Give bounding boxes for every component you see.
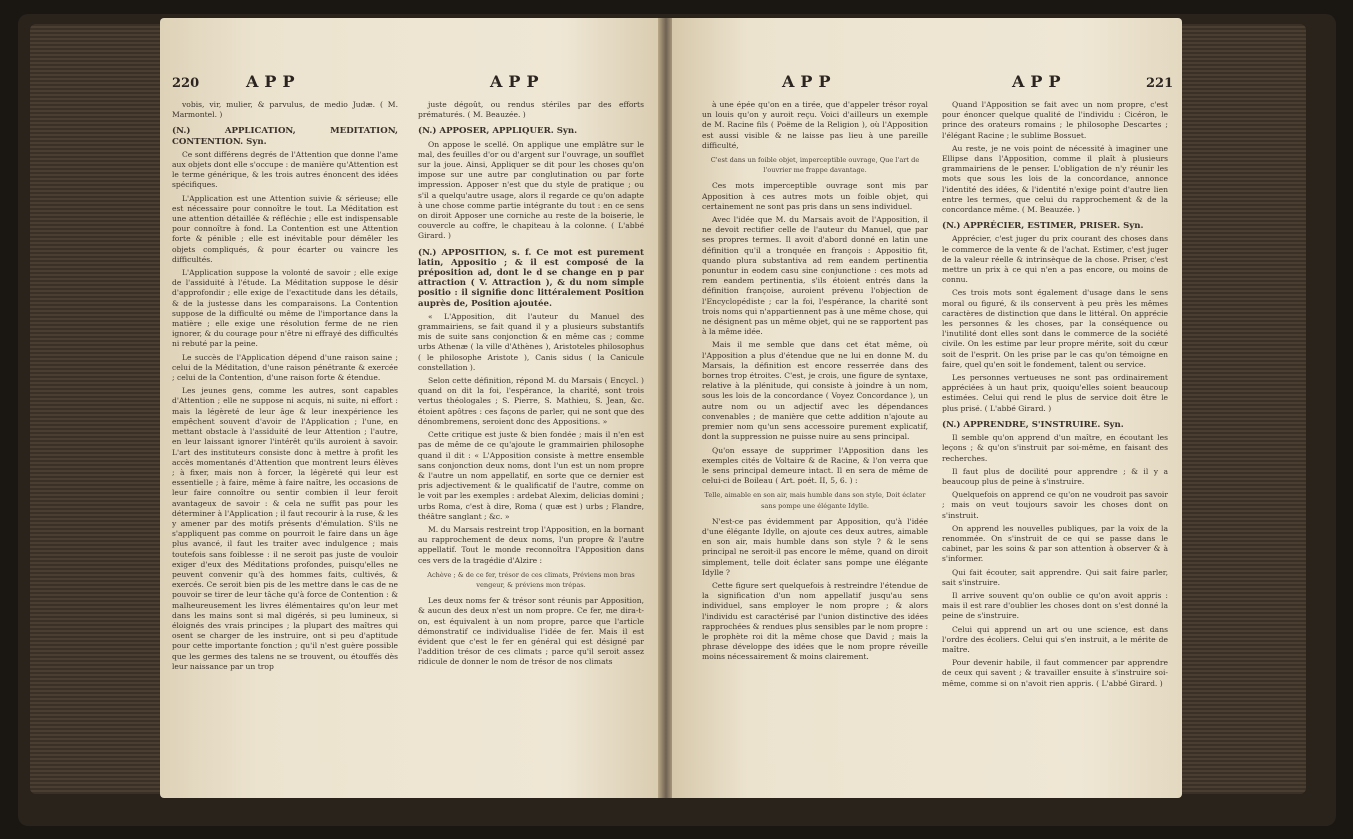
paragraph: Apprécier, c'est juger du prix courant des choses dans le commerce de la vente & de l'achat. Estimer, c'est juger de la valeur réelle & intrinsèque de la chose. Priser, c'est mettre un prix à ce qui n'en a pas encore, ou moins de connu. [942,234,1168,285]
running-header-left-col2: APP [490,72,545,91]
page-number-right: 221 [1146,76,1174,91]
paragraph: Il arrive souvent qu'on oublie ce qu'on avoit appris : mais il est rare d'oublier les choses dont on s'est donné la peine de s'instruire. [942,590,1168,621]
paragraph: On apprend les nouvelles publiques, par la voix de la renommée. On s'instruit de ce qui se passe dans le cabinet, par les soins & par son attention à observer & à s'informer. [942,523,1168,564]
right-column-2 [942,100,1168,790]
verse-quote: Achève ; & de ce fer, trésor de ces climats, Préviens mon bras vengeur, & préviens mon trépas. [427,570,635,589]
entry-heading: (N.) APPLICATION, MEDITATION, CONTENTION. Syn. [172,126,398,147]
paragraph: Avec l'idée que M. du Marsais avoit de l'Apposition, il ne devoit rectifier celle de l'auteur du Manuel, que par ses propres termes. Il avoit d'abord donné en latin une définition qu'il a tronquée en françois : Appositio fit, quando plura substantiva ad rem eandem pertinentia ponuntur in eodem casu sine conjunctione : ces mots ad rem eandem pertinentia, s'ils étoient entrés dans la définition françoise, auroient prévenu l'objection de l'Encyclopédiste ; car la foi, l'espérance, la charité sont trois noms qui n'appartiennent pas à une même chose, qui ne désignent pas un même objet, qui ne se rapportent pas à la même idée. [702,215,928,337]
paragraph: « L'Apposition, dit l'auteur du Manuel des grammairiens, se fait quand il y a plusieurs substantifs mis de suite sans conjonction & en même cas ; comme urbs Athenæ ( la ville d'Athènes ), Aristoteles philosophus ( le philosophe Aristote ), Canis sidus ( la Canicule constellation ). [418,311,644,372]
verse-quote: Telle, aimable en son air, mais humble dans son style, Doit éclater sans pompe une élégante Idylle. [704,491,926,510]
paragraph: Les deux noms fer & trésor sont réunis par Apposition, & aucun des deux n'est un nom propre. Ce fer, me dira-t-on, est équivalent à un nom propre, parce que l'article démonstratif ce individualise l'idée de fer. Mais il est évident que c'est le fer en général qui est désigné par l'addition trésor de ces climats ; parce qu'il seroit assez ridicule de donner le nom de trésor de nos climats [418,596,644,667]
paragraph: Les jeunes gens, comme les autres, sont capables d'Attention ; elle ne suppose ni acquis, ni suite, ni effort : mais la légèreté de leur âge & leur inexpérience les empêchent souvent d'avoir de l'Application ; l'une, en mettant obstacle à l'assiduité de leur Attention ; l'autre, en leur laissant ignorer l'intérêt qu'ils auroient à savoir. L'art des instituteurs consiste donc à mettre à profit les accès momentanés d'Attention que montrent leurs élèves ; à fixer, mais non à forcer, la légèreté qui leur est essentielle ; à faire, même à faire naître, les occasions de leur faire connoître ou sentir combien il leur feroit avantageux de savoir : & cela ne suffit pas pour les déterminer à l'Application ; il faut recourir à la ruse, & les y amener par des motifs présents d'émulation. S'ils ne s'appliquent pas comme on pourroit le faire dans un âge plus avancé, il faut les traiter avec indulgence ; mais toutefois sans foiblesse : il ne seroit pas juste de vouloir exiger d'eux des Méditations profondes, puisqu'elles ne peuvent convenir qu'à des hommes faits, cultivés, & exercés. Ce seroit bien pis de les mettre dans le cas de ne pouvoir se tirer de leur tâche qu'à force de Contention : & malheureusement les livres élémentaires qu'on leur met dans les mains sont si mal digérés, si peu lumineux, si éloignés des vrais principes ; la plupart des maîtres qui osent se charger de les instruire, ont si peu d'aptitude pour cette importante fonction ; qu'il n'est guère possible que les germes des talens ne se trouvent, ou étouffés dès leur naissance par un trop [172,386,398,671]
paragraph: On appose le scellé. On applique une emplâtre sur le mal, des feuilles d'or ou d'argent sur l'ouvrage, un soufflet sur la joue. Ainsi, Appliquer se dit pour les choses qu'on impose sur une autre par conglutination ou par forte impression. Apposer n'est que du style de pratique ; ou s'il a quelqu'autre usage, alors il regarde ce qu'on adapte à une chose comme partie intégrante du tout : en ce sens on diroit Apposer une corniche au reste de la boiserie, le couvercle au coffre, le chapiteau à la colonne. ( L'abbé Girard. ) [418,139,644,241]
paragraph: Cette critique est juste & bien fondée ; mais il n'en est pas de même de ce qu'ajoute le grammairien philosophe quand il dit : « L'Apposition consiste à mettre ensemble sans conjonction deux noms, dont l'un est un nom propre & l'autre un nom appellatif, en sorte que ce dernier est pris adjectivement & le qualificatif de l'autre, comme on le voit par les exemples : ardebat Alexim, delicias domini ; urbs Roma, c'est à dire, Roma ( quæ est ) urbs ; Flandre, théâtre sanglant ; &c. » [418,430,644,521]
paragraph: Mais il me semble que dans cet état même, où l'Apposition a plus d'étendue que ne lui en donne M. du Marsais, la définition est encore resserrée dans des bornes trop étroites. C'est, je crois, une figure de syntaxe, relative à la plénitude, qui consiste à joindre à un nom, sous les lois de la concordance ( Voyez Concordance ), un autre nom ou un adjectif avec les dépendances convenables ; de manière que cette addition n'ajoute au premier nom qu'un sens accessoire purement explicatif, dont la suppression ne puisse nuire au sens principal. [702,340,928,442]
paragraph: Il semble qu'on apprend d'un maître, en écoutant les leçons ; & qu'on s'instruit par soi-même, en faisant des recherches. [942,433,1168,463]
paragraph: L'Application suppose la volonté de savoir ; elle exige de l'assiduité à l'étude. La Méditation suppose le désir d'approfondir ; elle exige de l'exactitude dans les détails, & de la justesse dans les comparaisons. La Contention suppose de la difficulté ou même de l'importance dans la matière ; elle exige une résolution ferme de ne rien ignorer, & du courage pour n'être ni effrayé des difficultés ni rebuté par la peine. [172,268,398,349]
paragraph: Quand l'Apposition se fait avec un nom propre, c'est pour énoncer quelque qualité de l'individu : Cicéron, le prince des orateurs romains ; le philosophe Descartes ; l'élégant Racine ; le sublime Bossuet. [942,100,1168,140]
running-header-right-col2: APP [1012,72,1067,91]
verse-quote: C'est dans un foible objet, imperceptible ouvrage, Que l'art de l'ouvrier me frappe davantage. [710,156,920,175]
paragraph: Selon cette définition, répond M. du Marsais ( Encycl. ) quand on dit la foi, l'espérance, la charité, sont trois vertus théologales ; S. Pierre, S. Mathieu, S. Jean, &c. étoient apôtres : ces façons de parler, qui ne sont que des dénombremens, seroient donc des Appositions. » [418,376,644,426]
left-column-2 [418,100,644,790]
paragraph: Au reste, je ne vois point de nécessité à imaginer une Ellipse dans l'Apposition, comme il plaît à plusieurs grammairiens de le penser. L'obligation de n'y réunir les mots que sous les lois de la concordance, annonce l'identité des idées, & l'identité n'exige point d'autre lien entre les termes, que celui du rapprochement & de la concordance même. ( M. Beauzée. ) [942,143,1168,215]
left-page-edges [30,24,162,794]
entry-heading: (N.) APPRÉCIER, ESTIMER, PRISER. Syn. [942,221,1144,232]
paragraph: à une épée qu'on en a tirée, que d'appeler trésor royal un louis qu'on y auroit reçu. Voici d'ailleurs un exemple de M. Racine fils ( Poëme de la Religion ), où l'Apposition est aussi visible & ne laisse pas lieu à une pareille difficulté, [702,100,928,150]
paragraph: Pour devenir habile, il faut commencer par apprendre de ceux qui savent ; & travailler ensuite à s'instruire soi-même, comme si on n'avoit rien appris. ( L'abbé Girard. ) [942,658,1168,688]
right-page-edges [1180,24,1306,794]
page-number-left: 220 [172,76,200,91]
paragraph: N'est-ce pas évidemment par Apposition, qu'à l'idée d'une élégante Idylle, on ajoute ces deux autres, aimable en son air, mais humble dans son style ? & le sens principal ne seroit-il pas encore le même, quand on diroit simplement, telle doit éclater sans pompe une élégante Idylle ? [702,516,928,577]
paragraph: juste dégoût, ou rendus stériles par des efforts prématurés. ( M. Beauzée. ) [418,100,644,120]
paragraph: Il faut plus de docilité pour apprendre ; & il y a beaucoup plus de peine à s'instruire. [942,466,1168,486]
paragraph: Ces trois mots sont également d'usage dans le sens moral ou figuré, & ils conservent à peu près les mêmes caractères de distinction que dans le littéral. On apprécie les personnes & les choses, par la conséquence ou l'inutilité dont elles sont dans le commerce de la société civile. On les estime par leur propre mérite, soit du cœur soit de l'esprit. On les prise par le cas qu'on témoigne en faire, quel qu'en soit le fondement, talent ou service. [942,288,1168,369]
paragraph: Ce sont différens degrés de l'Attention que donne l'ame aux objets dont elle s'occupe : de manière qu'Attention est le terme générique, & les trois autres énoncent des idées spécifiques. [172,149,398,190]
paragraph: Quelquefois on apprend ce qu'on ne voudroit pas savoir ; mais on veut toujours savoir les choses dont on s'instruit. [942,490,1168,520]
paragraph: Qu'on essaye de supprimer l'Apposition dans les exemples cités de Voltaire & de Racine, & l'on verra que le sens principal demeure intact. Il en sera de même de celui-ci de Boileau ( Art. poét. II, 5, 6. ) : [702,445,928,486]
paragraph: M. du Marsais restreint trop l'Apposition, en la bornant au rapprochement de deux noms, l'un propre & l'autre appellatif. Tout le monde reconnoîtra l'Apposition dans ces vers de la tragédie d'Alzire : [418,524,644,565]
paragraph: Ces mots imperceptible ouvrage sont mis par Apposition à ces autres mots un foible objet, qui certainement ne sont pas pris dans un sens individuel. [702,181,928,211]
running-header-left-col1: APP [246,72,301,91]
left-page [160,18,660,798]
left-column-1 [172,100,398,790]
running-header-right-col1: APP [782,72,837,91]
right-page [672,18,1182,798]
paragraph: Celui qui apprend un art ou une science, est dans l'ordre des écoliers. Celui qui s'en instruit, a le mérite de maître. [942,624,1168,654]
paragraph: Les personnes vertueuses ne sont pas ordinairement appréciées à un haut prix, quoiqu'elles soient beaucoup estimées. Celui qui rend le plus de service doit être le plus prisé. ( L'abbé Girard. ) [942,373,1168,413]
paragraph: vobis, vir, mulier, & parvulus, de medio Judæ. ( M. Marmontel. ) [172,100,398,120]
right-column-1 [702,100,928,790]
paragraph: Qui fait écouter, sait apprendre. Qui sait faire parler, sait s'instruire. [942,567,1168,587]
paragraph: Cette figure sert quelquefois à restreindre l'étendue de la signification d'un nom appellatif jusqu'au sens individuel, sans employer le nom propre ; & alors l'individu est caractérisé par l'union distinctive des idées rapprochées & rendues plus sensibles par le nom propre : le prophète roi dit la même chose que David ; mais la phrase développe des idées que le nom propre réveille moins nécessairement & moins clairement. [702,580,928,662]
entry-heading: (N.) APPRENDRE, S'INSTRUIRE. Syn. [942,419,1124,430]
entry-heading: (N.) APPOSITION, s. f. Ce mot est purement latin, Appositio ; & il est composé de la préposition ad, dont le d se change en p par attraction ( V. Attraction ), & du nom simple positio : il signifie donc littéralement Position auprès de, Position ajoutée. [418,247,644,309]
entry-heading: (N.) APPOSER, APPLIQUER. Syn. [418,126,578,137]
paragraph: L'Application est une Attention suivie & sérieuse; elle est nécessaire pour connoître le tout. La Méditation est une attention détaillée & réfléchie ; elle est indispensable pour connoître à fond. La Contention est une Attention forte & pénible ; elle est inévitable pour démêler les objets compliqués, & pour écarter ou vaincre les difficultés. [172,193,398,264]
paragraph: Le succès de l'Application dépend d'une raison saine ; celui de la Méditation, d'une raison pénétrante & exercée ; celui de la Contention, d'une raison forte & étendue. [172,352,398,383]
